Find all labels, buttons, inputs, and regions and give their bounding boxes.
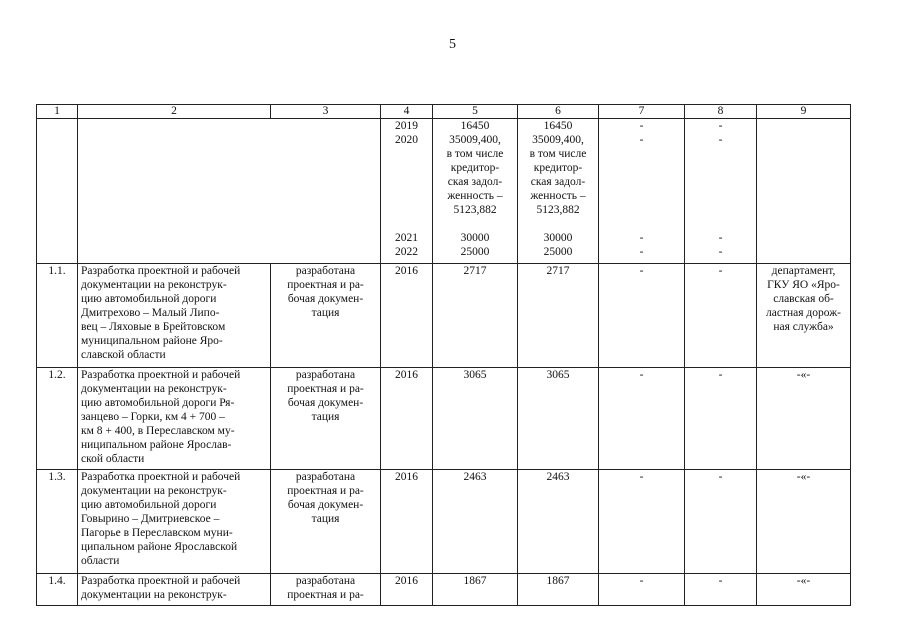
- cell-line: бочая докумен-: [287, 499, 364, 511]
- cell-line: ГКУ ЯО «Яро-: [767, 279, 840, 291]
- cell-line: цию автомобильной дороги: [81, 499, 217, 511]
- cell-line: бочая докумен-: [287, 293, 364, 305]
- funding-cell: [685, 119, 757, 264]
- cell-line: цию автомобильной дороги: [81, 293, 217, 305]
- cell-line: [602, 161, 681, 175]
- cell-line: проектная и ра-: [287, 485, 364, 497]
- cell-line: [521, 217, 595, 231]
- executor-cell: [757, 264, 851, 368]
- cell-line: 5123,882: [453, 204, 497, 216]
- cell-line: [688, 189, 753, 203]
- continuation-row: [37, 119, 851, 264]
- column-header: 8: [685, 105, 757, 119]
- cell-line: 2020: [395, 134, 418, 146]
- year-cell: 2016: [381, 264, 433, 368]
- cell-line: [384, 147, 429, 161]
- cell-line: славская об-: [773, 293, 834, 305]
- funding-cell: 1867: [433, 574, 518, 606]
- cell-line: проектная и ра-: [287, 279, 364, 291]
- cell-line: -: [639, 134, 644, 146]
- executor-cell: [757, 470, 851, 574]
- funding-cell: 2463: [433, 470, 518, 574]
- activity-name: [78, 264, 271, 368]
- cell-line: ципальном районе Ярославской: [81, 541, 238, 553]
- cell-line: 30000: [543, 232, 573, 244]
- cell-line: 5123,882: [536, 204, 580, 216]
- column-header: 1: [37, 105, 78, 119]
- cell-line: проектная и ра-: [287, 589, 364, 601]
- cell-line: 2019: [395, 120, 418, 132]
- cell-line: [688, 217, 753, 231]
- funding-cell: [433, 119, 518, 264]
- cell-line: Говырино – Дмитриевское –: [81, 513, 220, 525]
- cell-line: 30000: [460, 232, 490, 244]
- cell-line: ластная дорож-: [766, 307, 841, 319]
- cell-line: [436, 217, 514, 231]
- cell-line: [384, 175, 429, 189]
- cell-line: проектная и ра-: [287, 383, 364, 395]
- funding-cell: [518, 119, 599, 264]
- column-header: 4: [381, 105, 433, 119]
- cell-line: -: [718, 246, 723, 258]
- funding-cell: 2717: [433, 264, 518, 368]
- funding-cell: -: [599, 574, 685, 606]
- activity-result: [271, 368, 381, 470]
- funding-cell: [599, 119, 685, 264]
- cell-line: 16450: [543, 120, 573, 132]
- activity-name: [78, 368, 271, 470]
- cell-line: женность –: [530, 190, 586, 202]
- cell-line: цию автомобильной дороги Ря-: [81, 397, 235, 409]
- row-number: 1.3.: [37, 470, 78, 574]
- cell-line: Разработка проектной и рабочей: [81, 265, 241, 277]
- table-row: [37, 574, 851, 606]
- cell-line: 25000: [543, 246, 573, 258]
- cell-line: -: [718, 134, 723, 146]
- funding-cell: -: [685, 470, 757, 574]
- cell-line: документации на реконструк-: [81, 279, 227, 291]
- cell-line: разработана: [295, 575, 356, 587]
- funding-cell: -: [599, 264, 685, 368]
- column-header: 3: [271, 105, 381, 119]
- cell-line: кредитор-: [450, 162, 500, 174]
- row-number: 1.2.: [37, 368, 78, 470]
- funding-cell: 3065: [518, 368, 599, 470]
- cell-line: 25000: [460, 246, 490, 258]
- table-row: [37, 368, 851, 470]
- activity-result: [271, 470, 381, 574]
- cell-line: [384, 189, 429, 203]
- cell-line: [602, 189, 681, 203]
- executor-cell: [757, 574, 851, 606]
- cell-line: вец – Ляховые в Брейтовском: [81, 321, 226, 333]
- cell-line: 35009,400,: [449, 134, 501, 146]
- cell-line: ской области: [81, 453, 145, 465]
- cell-line: Разработка проектной и рабочей: [81, 369, 241, 381]
- funding-cell: -: [599, 368, 685, 470]
- funding-cell: -: [685, 368, 757, 470]
- cell-line: документации на реконструк-: [81, 383, 227, 395]
- cell-line: разработана: [295, 265, 356, 277]
- column-header: 7: [599, 105, 685, 119]
- activity-name: [78, 574, 271, 606]
- cell-line: [602, 203, 681, 217]
- row-number: 1.1.: [37, 264, 78, 368]
- year-cell: 2016: [381, 574, 433, 606]
- funding-cell: 1867: [518, 574, 599, 606]
- cell-line: в том числе: [446, 148, 504, 160]
- cell-line: -: [718, 232, 723, 244]
- cell-line: Дмитрехово – Малый Липо-: [81, 307, 220, 319]
- cell-line: муниципальном районе Яро-: [81, 335, 223, 347]
- table-row: [37, 264, 851, 368]
- cell-line: тация: [311, 307, 340, 319]
- cell-line: -: [639, 232, 644, 244]
- cell-line: [688, 147, 753, 161]
- cell-line: документации на реконструк-: [81, 485, 227, 497]
- cell-line: бочая докумен-: [287, 397, 364, 409]
- year-cell: 2016: [381, 368, 433, 470]
- cell-line: разработана: [295, 471, 356, 483]
- cell-line: -«-: [796, 575, 811, 587]
- cell-line: [602, 217, 681, 231]
- cell-line: в том числе: [529, 148, 587, 160]
- num-cell: [37, 119, 78, 264]
- cell-line: [384, 161, 429, 175]
- cell-line: -«-: [796, 471, 811, 483]
- cell-line: [688, 161, 753, 175]
- cell-line: [384, 203, 429, 217]
- cell-line: занцево – Горки, км 4 + 700 –: [81, 411, 225, 423]
- name-cell: [78, 119, 381, 264]
- cell-line: Разработка проектной и рабочей: [81, 471, 241, 483]
- cell-line: тация: [311, 513, 340, 525]
- cell-line: кредитор-: [533, 162, 583, 174]
- cell-line: [688, 203, 753, 217]
- row-number: 1.4.: [37, 574, 78, 606]
- activity-result: [271, 574, 381, 606]
- activity-result: [271, 264, 381, 368]
- cell-line: Разработка проектной и рабочей: [81, 575, 241, 587]
- year-cell: [381, 119, 433, 264]
- column-header: 9: [757, 105, 851, 119]
- cell-line: 16450: [460, 120, 490, 132]
- cell-line: ская задол-: [530, 176, 586, 188]
- column-header-row: [37, 105, 851, 119]
- cell-line: [384, 217, 429, 231]
- cell-line: области: [81, 555, 120, 567]
- funding-cell: -: [599, 470, 685, 574]
- cell-line: [688, 175, 753, 189]
- funding-cell: 3065: [433, 368, 518, 470]
- funding-cell: -: [685, 264, 757, 368]
- cell-line: департамент,: [771, 265, 836, 277]
- cell-line: -«-: [796, 369, 811, 381]
- executor-cell: [757, 368, 851, 470]
- cell-line: женность –: [447, 190, 503, 202]
- column-header: 6: [518, 105, 599, 119]
- table-row: [37, 470, 851, 574]
- activity-name: [78, 470, 271, 574]
- cell-line: 2022: [395, 246, 418, 258]
- cell-line: 35009,400,: [532, 134, 584, 146]
- column-header: 2: [78, 105, 271, 119]
- year-cell: 2016: [381, 470, 433, 574]
- funding-cell: 2717: [518, 264, 599, 368]
- cell-line: 2021: [395, 232, 418, 244]
- cell-line: Пагорье в Переславском муни-: [81, 527, 233, 539]
- cell-line: ская задол-: [447, 176, 503, 188]
- page-number: 5: [449, 37, 456, 52]
- cell-line: славской области: [81, 349, 166, 361]
- cell-line: ная служба»: [773, 321, 834, 333]
- cell-line: тация: [311, 411, 340, 423]
- cell-line: -: [639, 246, 644, 258]
- funding-cell: 2463: [518, 470, 599, 574]
- cell-line: ниципальном районе Ярослав-: [81, 439, 232, 451]
- program-table: [36, 104, 851, 606]
- cell-line: [602, 147, 681, 161]
- cell-line: -: [718, 120, 723, 132]
- cell-line: документации на реконструк-: [81, 589, 227, 601]
- funding-cell: -: [685, 574, 757, 606]
- cell-line: -: [639, 120, 644, 132]
- cell-line: [602, 175, 681, 189]
- cell-line: км 8 + 400, в Переславском му-: [81, 425, 235, 437]
- column-header: 5: [433, 105, 518, 119]
- cell-line: разработана: [295, 369, 356, 381]
- executor-cell: [757, 119, 851, 264]
